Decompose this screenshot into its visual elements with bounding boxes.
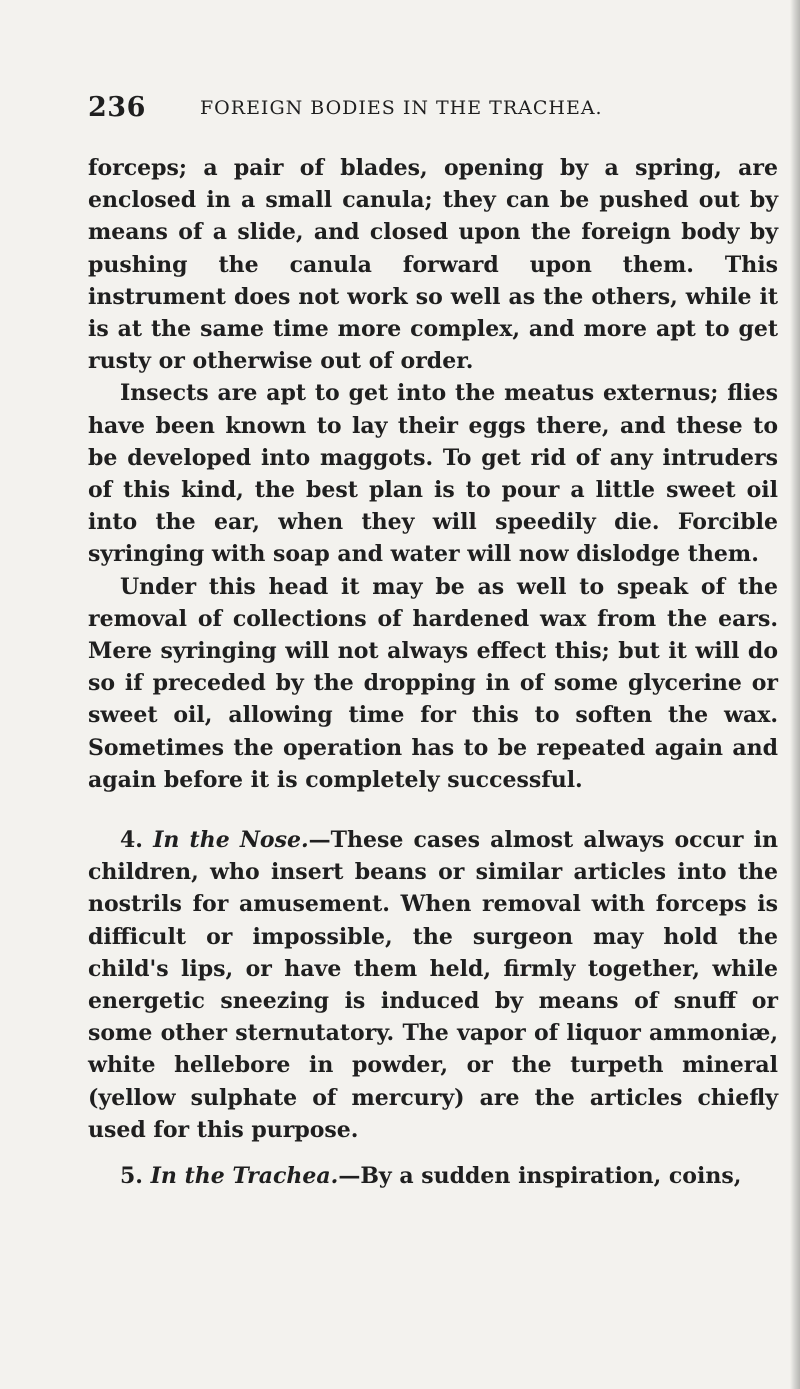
section-heading: In the Nose. [153, 827, 309, 854]
section-number: 5. [120, 1163, 143, 1190]
section-trachea [88, 1160, 778, 1192]
paragraph-wax: Under this head it may be as well to speak of the removal of collections of hardened wax from the ears. Mere syringing will not always effect this; but it will do so if preceded by the dropping in of some glycerine or sweet oil, allowing time for this to soften the wax. Sometimes the operation has to be repeated again and again before it is completely successful. [88, 573, 778, 793]
section-number: 4. [120, 827, 143, 854]
section-nose [88, 824, 778, 1146]
section-text: —These cases almost always occur in children, who insert beans or similar articles into the nostrils for amusement. When removal with forceps is difficult or impossible, the surgeon may hold the child's lips, or have them held, firmly together, while energetic sneezing is induced by means of snuff or some other sternutatory. The vapor of liquor ammoniæ, white hellebore in powder, or the turpeth mineral (yellow sulphate of mercury) are the articles chiefly used for this purpose. [88, 827, 778, 1143]
paragraph-insects: Insects are apt to get into the meatus externus; flies have been known to lay their eggs there, and these to be developed into maggots. To get rid of any intruders of this kind, the best plan is to pour a little sweet oil into the ear, when they will speedily die. Forcible syringing with soap and water will now dislodge them. [88, 380, 778, 568]
body-text [88, 152, 778, 1192]
section-heading: In the Trachea. [150, 1163, 339, 1190]
page-header [88, 92, 728, 128]
page-edge-shadow [790, 0, 800, 1389]
running-head: FOREIGN BODIES IN THE TRACHEA. [200, 97, 603, 119]
page-number: 236 [88, 92, 146, 123]
paragraph-continuation: forceps; a pair of blades, opening by a spring, are enclosed in a small canula; they can be pushed out by means of a slide, and closed upon the foreign body by pushing the canula forward upon them. This instrument does not work so well as the others, while it is at the same time more complex, and more apt to get rusty or otherwise out of order. [88, 155, 778, 375]
section-text: —By a sudden inspiration, coins, [338, 1163, 742, 1190]
